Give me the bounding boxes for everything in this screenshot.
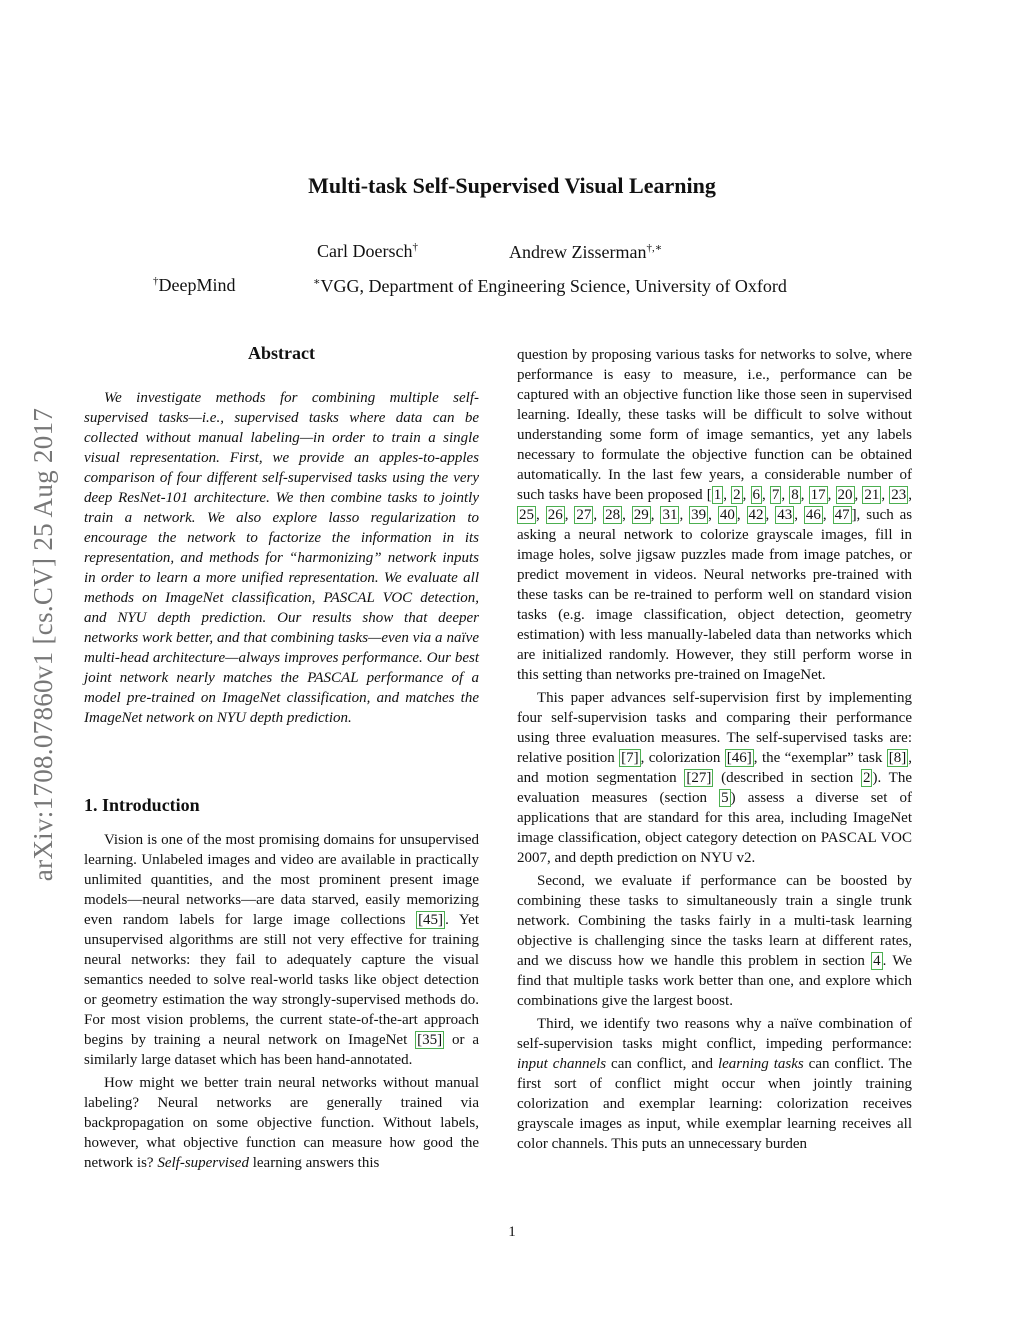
text-run: ) assess a diverse set of applications that are standard for this area, including ImageNet image classification, object category detection on PASCAL VOC 2007, and depth prediction on NYU v2. [517, 790, 912, 866]
citation-link[interactable]: 6 [752, 487, 760, 503]
citation-link[interactable]: 23 [891, 487, 907, 503]
paragraph [84, 830, 479, 1070]
citation-list: 1 , 2 , 6 , 7 , 8 , 17 , 20 , 21 , 23 , 25 , 26 , 27 , 28 , 29 , 31 , 39 , 40 , 42 , 43 , 46 , 47 [519, 487, 912, 523]
citation-link[interactable]: [7] [621, 750, 639, 766]
affiliation-2 [313, 275, 787, 297]
author-mark: † [412, 241, 418, 253]
paragraph [517, 1014, 912, 1154]
author-name: Andrew Zisserman [509, 242, 647, 262]
author-1 [317, 241, 418, 262]
text-run: Third, we identify two reasons why a naïve combination of self-supervision tasks might conflict, impeding performance: [517, 1016, 912, 1052]
citation-link[interactable]: 46 [805, 507, 821, 523]
text-run: learning answers this [248, 1155, 380, 1171]
page-number: 1 [508, 1224, 516, 1240]
affiliation-mark: ∗ [313, 276, 321, 288]
abstract-text: We investigate methods for combining multiple self-supervised tasks—i.e., supervised tasks where data can be collected without manual labeling—in order to train a single visual representation. First, we provide an apples-to-apples comparison of four different self-supervised tasks using the very deep ResNet-101 architecture. We then combine tasks to jointly train a network. We also explore lasso regularization to encourage the network to factorize the information in its representation, and methods for “harmonizing” network inputs in order to learn a more unified representation. We evaluate all methods on ImageNet classification, PASCAL VOC detection, and NYU depth prediction. Our results show that deeper networks work better, and that combining tasks—even via a naïve multi-head architecture—always improves performance. Our best joint network nearly matches the PASCAL performance of a model pre-trained on ImageNet classification, and matches the ImageNet network on NYU depth prediction. [84, 390, 479, 726]
arxiv-identifier: arXiv:1708.07860v1 [cs.CV] 25 Aug 2017 [28, 407, 59, 881]
citation-link[interactable]: [46] [726, 750, 752, 766]
citation-link[interactable]: 27 [576, 507, 592, 523]
citation-link[interactable]: 26 [547, 507, 563, 523]
text-run: , the “exemplar” task [753, 750, 887, 766]
citation-link[interactable]: 8 [791, 487, 799, 503]
citation-link[interactable]: 39 [691, 507, 707, 523]
paragraph [517, 688, 912, 868]
text-run: or a similarly large dataset which has been hand-annotated. [84, 1032, 479, 1068]
affiliation-1 [153, 275, 235, 296]
citation-link[interactable]: [45] [418, 912, 444, 928]
text-run: , and motion segmentation [517, 750, 912, 786]
text-run: ], such as asking a neural network to colorize grayscale images, fill in image holes, solve jigsaw puzzles made from image patches, or predict movement in videos. Neural networks pre-trained with these tasks can be re-trained to perform well on standard vision tasks (e.g. image classification, object detection, geometry estimation) with less manually-labeled data than networks which are initialized randomly. However, they still perform worse in this setting than networks pre-trained on ImageNet. [517, 507, 913, 683]
section-link[interactable]: 2 [862, 770, 871, 786]
text-run: This paper advances self-supervision first by implementing four self-supervision tasks and comparing their performance using three evaluation measures. The self-supervised tasks are: relative position [517, 690, 912, 766]
section-link[interactable]: 4 [873, 953, 881, 969]
citation-link[interactable]: 17 [810, 487, 826, 503]
text-run: , colorization [640, 750, 725, 766]
arxiv-sidebar [25, 346, 63, 942]
author-2 [509, 241, 662, 263]
citation-link[interactable]: 28 [605, 507, 621, 523]
text-run: . We find that multiple tasks work better than one, and explore which combinations give the largest boost. [517, 953, 913, 1009]
paragraph [517, 871, 912, 1011]
section-link[interactable]: 5 [721, 790, 729, 806]
citation-link[interactable]: [27] [686, 770, 712, 786]
emphasis: learning tasks [717, 1056, 804, 1072]
citation-link[interactable]: 40 [719, 507, 735, 523]
right-column-body [517, 345, 912, 1157]
citation-link[interactable]: [8] [888, 750, 907, 766]
text-run: (described in section [713, 770, 861, 786]
emphasis: Self-supervised [157, 1155, 249, 1171]
citation-link[interactable]: 7 [771, 487, 780, 503]
citation-link[interactable]: 25 [519, 507, 534, 523]
text-run: Second, we evaluate if performance can be boosted by combining these tasks to simultaneously train a single trunk network. Combining the tasks fairly in a multi-task learning objective is challenging since the tasks learn at different rates, and we discuss how we handle this problem in section [517, 873, 912, 969]
author-mark: †,∗ [646, 242, 663, 254]
text-run: How might we better train neural networks without manual labeling? Neural networks are generally trained via backpropagation on some objective function. Without labels, however, what objective function can measure how good the network is? [84, 1075, 479, 1171]
citation-link[interactable]: 29 [633, 507, 649, 523]
introduction-body [84, 830, 479, 1176]
paper-title: Multi-task Self-Supervised Visual Learning [308, 173, 716, 198]
text-run: question by proposing various tasks for networks to solve, where performance is easy to measure, i.e., performance can be captured with an objective function like those seen in supervised learning. Ideally, these tasks will be difficult to solve without understanding some form of image semantics, yet any labels necessary to formulate the objective function can be obtained automatically. In the last few years, a considerable number of such tasks have been proposed [ [517, 347, 912, 503]
citation-link[interactable]: 1 [713, 487, 722, 503]
citation-link[interactable]: 20 [837, 487, 853, 503]
author-name: Carl Doersch [317, 241, 413, 261]
text-run: can conflict. The first sort of conflict might occur when jointly training colorization and exemplar learning: colorization receives grayscale images as input, while exemplar learning receives all color channels. This puts an unnecessary burden [517, 1056, 912, 1152]
citation-link[interactable]: 47 [834, 507, 850, 523]
text-run: can conflict, and [606, 1056, 718, 1072]
emphasis: input channels [517, 1056, 607, 1072]
citation-link[interactable]: [35] [417, 1032, 443, 1048]
citation-link[interactable]: 43 [777, 507, 793, 523]
paragraph [84, 1073, 479, 1173]
citation-link[interactable]: 42 [748, 507, 764, 523]
citation-link[interactable]: 31 [662, 507, 678, 523]
text-run: Vision is one of the most promising domains for unsupervised learning. Unlabeled images and video are available in practically unlimited quantities, and the most prominent present image models—neural networks—are data starved, easily memorizing even random labels for large image collections [84, 832, 479, 928]
abstract-heading: Abstract [248, 343, 315, 363]
affiliation-name: DeepMind [158, 275, 236, 295]
affiliation-mark: † [153, 275, 159, 287]
section-heading-introduction: 1. Introduction [84, 795, 200, 815]
citation-link[interactable]: 2 [733, 487, 741, 503]
text-run: . Yet unsupervised algorithms are still not very effective for training neural networks: they fail to adequately capture the visual semantics needed to solve real-world tasks like object detection or geometry estimation the way strongly-supervised methods do. For most vision problems, the current state-of-the-art approach begins by training a neural network on ImageNet [84, 912, 479, 1048]
paragraph [517, 345, 912, 685]
affiliation-name: VGG, Department of Engineering Science, University of Oxford [320, 276, 787, 296]
text-run: ). The evaluation measures (section [517, 770, 913, 806]
citation-link[interactable]: 21 [864, 487, 880, 503]
